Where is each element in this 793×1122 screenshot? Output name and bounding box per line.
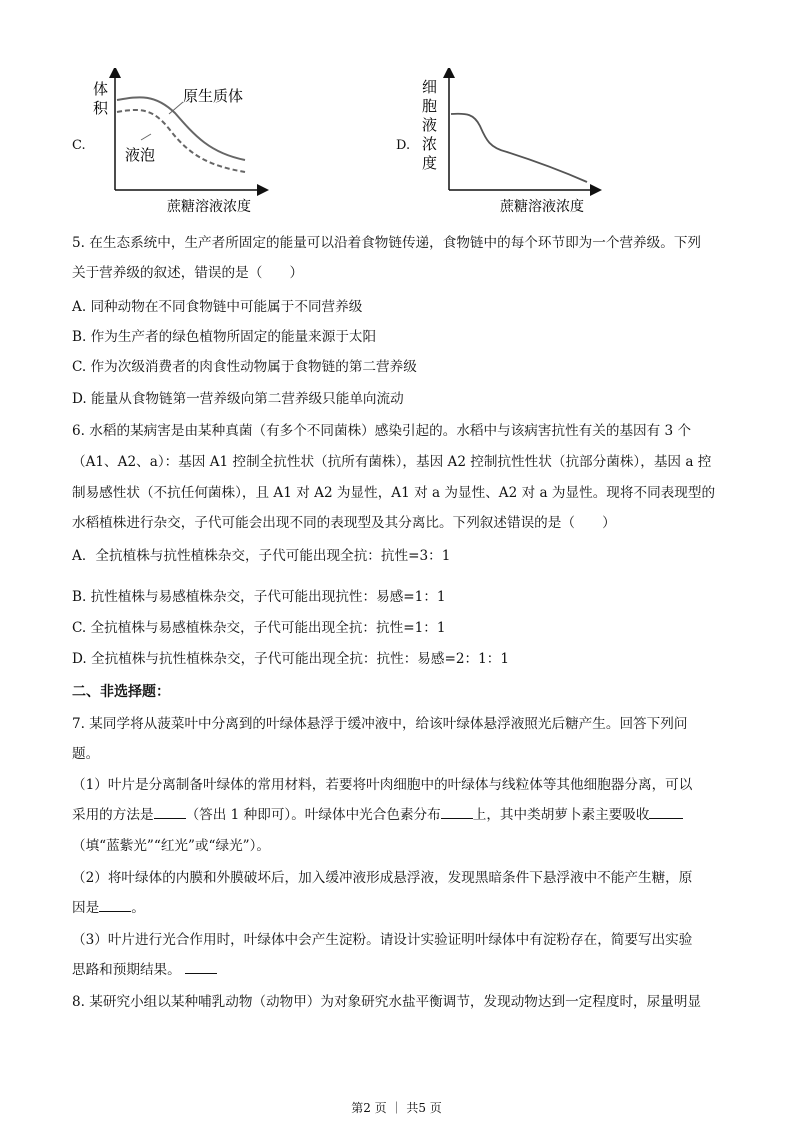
- answer-blank-experiment[interactable]: [185, 961, 217, 974]
- q7-part2-line2: [72, 899, 732, 917]
- q5-stem-line2: 关于营养级的叙述，错误的是（ ）: [72, 265, 304, 281]
- q6-option-b: B. 抗性植株与易感植株杂交，子代可能出现抗性：易感=1：1: [72, 589, 446, 605]
- answer-blank-pigment-location[interactable]: [441, 806, 473, 819]
- figure-d-ylabel-1: 细: [422, 78, 438, 96]
- q7-part1-line1: （1）叶片是分离制备叶绿体的常用材料，若要将叶肉细胞中的叶绿体与线粒体等其他细胞器分离，可以: [72, 777, 693, 793]
- page-footer: 第2 页 ｜ 共5 页: [351, 1101, 442, 1115]
- q7-part3-text: 思路和预期结果。: [72, 962, 181, 978]
- q7-stem-line2: 题。: [72, 746, 100, 762]
- q6-stem-line1: 6. 水稻的某病害是由某种真菌（有多个不同菌株）感染引起的。水稻中与该病害抗性有关的基因有 3 个: [72, 423, 692, 439]
- q7-part3-line2: [72, 961, 732, 979]
- section-heading-nonchoice: 二、非选择题：: [72, 684, 170, 700]
- q5-option-b: B. 作为生产者的绿色植物所固定的能量来源于太阳: [72, 329, 377, 345]
- figure-c-leader-vacuole: [141, 134, 151, 140]
- figure-d-curve: [451, 114, 587, 182]
- q7-part3-line1: （3）叶片进行光合作用时，叶绿体中会产生淀粉。请设计实验证明叶绿体中有淀粉存在，简要写出实验: [72, 932, 693, 948]
- answer-blank-reason[interactable]: [99, 899, 131, 912]
- figure-c-label-vacuole: 液泡: [125, 146, 156, 164]
- q6-stem-line4: 水稻植株进行杂交，子代可能会出现不同的表现型及其分离比。下列叙述错误的是（ ）: [72, 515, 616, 531]
- q7-part1-line3: （填“蓝紫光”“红光”或“绿光”）。: [72, 838, 271, 854]
- figure-d-ylabel-2: 胞: [422, 97, 438, 115]
- q7-part1-text-b: （答出 1 种即可）。叶绿体中光合色素分布: [185, 807, 441, 823]
- q6-option-a: A．全抗植株与抗性植株杂交，子代可能出现全抗：抗性=3：1: [72, 548, 451, 564]
- q5-option-a: A. 同种动物在不同食物链中可能属于不同营养级: [72, 299, 363, 315]
- figure-c-ylabel-1: 体: [93, 80, 109, 98]
- q6-option-c: C. 全抗植株与易感植株杂交，子代可能出现全抗：抗性=1：1: [72, 620, 446, 636]
- option-c-label: C.: [72, 138, 86, 153]
- q5-option-d: D. 能量从食物链第一营养级向第二营养级只能单向流动: [72, 391, 404, 407]
- q7-stem-line1: 7. 某同学将从菠菜叶中分离到的叶绿体悬浮于缓冲液中，给该叶绿体悬浮液照光后糖产生。回答下列问: [72, 716, 688, 732]
- figure-d-xlabel: 蔗糖溶液浓度: [500, 199, 584, 215]
- q7-part2-text-a: 因是: [72, 900, 100, 916]
- q7-part2-line1: （2）将叶绿体的内膜和外膜破坏后，加入缓冲液形成悬浮液，发现黑暗条件下悬浮液中不能产生糖，原: [72, 870, 693, 886]
- figure-c-ylabel-2: 积: [93, 99, 109, 117]
- figure-d-ylabel-3: 液: [422, 116, 438, 134]
- q5-stem-line1: 5. 在生态系统中，生产者所固定的能量可以沿着食物链传递，食物链中的每个环节即为一个营养级。下列: [72, 235, 702, 251]
- figure-c-chart: [85, 68, 270, 218]
- answer-blank-method[interactable]: [154, 806, 186, 819]
- q7-part2-text-b: 。: [131, 900, 145, 916]
- figure-c-label-protoplast: 原生质体: [183, 87, 244, 105]
- option-d-label: D.: [396, 138, 411, 153]
- figure-c-xlabel: 蔗糖溶液浓度: [167, 199, 251, 215]
- q6-stem-line3: 制易感性状（不抗任何菌株），且 A1 对 A2 为显性，A1 对 a 为显性、A2 对 a 为显性。现将不同表现型的: [72, 485, 716, 501]
- figure-c-leader-protoplast: [169, 102, 183, 114]
- q6-option-d: D. 全抗植株与抗性植株杂交，子代可能出现全抗：抗性：易感=2：1：1: [72, 651, 510, 667]
- q6-stem-line2: （A1、A2、a）：基因 A1 控制全抗性状（抗所有菌株），基因 A2 控制抗性性状（抗部分菌株），基因 a 控: [72, 454, 712, 470]
- answer-blank-light-type[interactable]: [649, 806, 683, 819]
- q7-part1-text-c: 上，其中类胡萝卜素主要吸收: [472, 807, 650, 823]
- figure-d-ylabel-5: 度: [422, 154, 438, 172]
- q5-option-c: C. 作为次级消费者的肉食性动物属于食物链的第二营养级: [72, 359, 417, 375]
- figure-d-chart: [412, 68, 602, 218]
- q8-stem-line1: 8. 某研究小组以某种哺乳动物（动物甲）为对象研究水盐平衡调节，发现动物达到一定程度时，尿量明显: [72, 994, 702, 1010]
- q7-part1-line2: [72, 806, 732, 824]
- q7-part1-text-a: 采用的方法是: [72, 807, 154, 823]
- figure-d-ylabel-4: 浓: [422, 135, 438, 153]
